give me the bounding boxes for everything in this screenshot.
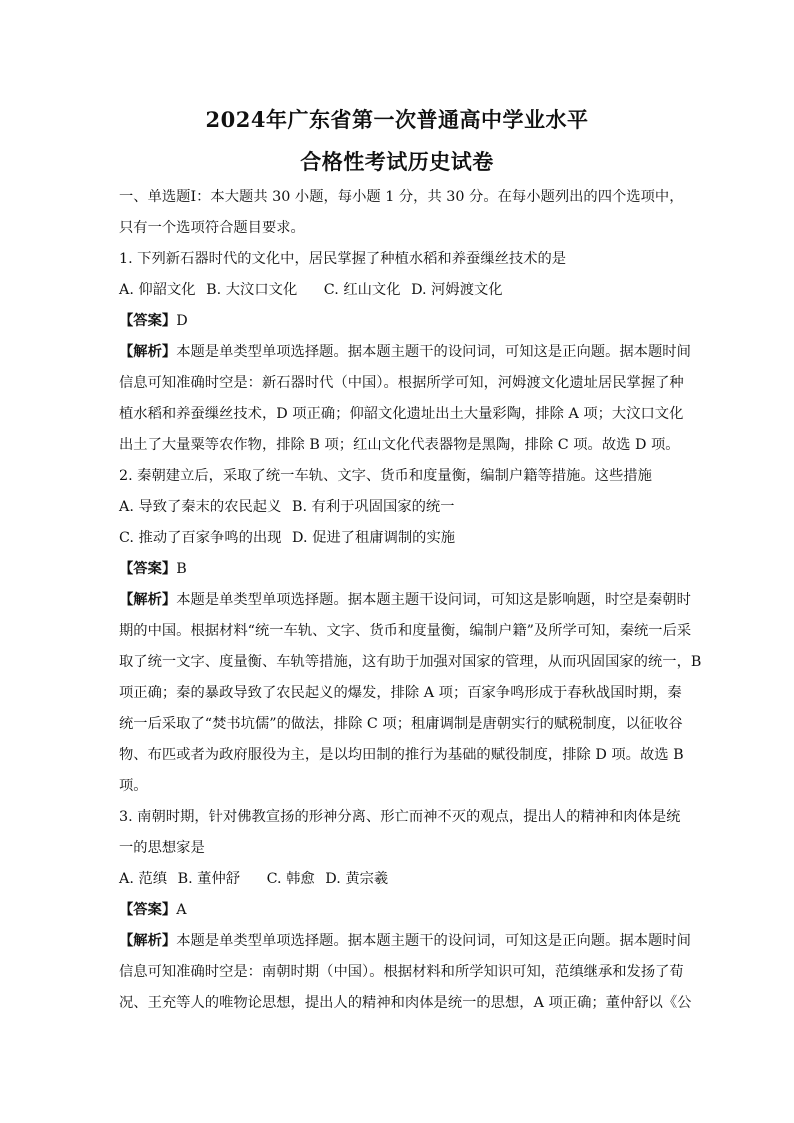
q3-analysis-text-1: 本题是单类型单项选择题。据本题主题干的设问词，可知这是正向题。据本题时间 [176, 933, 691, 949]
q1-analysis-line: 出土了大量粟等农作物，排除 B 项；红山文化代表器物是黑陶，排除 C 项。故选 D 项。 [119, 437, 680, 453]
q2-answer [119, 554, 679, 585]
q2-analysis-line: 项。 [119, 778, 148, 794]
q2-answer-label: 【答案】 [119, 561, 177, 577]
q1-option-a: A. 仰韶文化 [119, 282, 196, 298]
q3-analysis-line [119, 926, 691, 957]
exam-title-line-1: 2024年广东省第一次普通高中学业水平 [205, 107, 589, 132]
q2-analysis-line: 取了统一文字、度量衡、车轨等措施，这有助于加强对国家的管理，从而巩固国家的统一，B [119, 654, 702, 670]
q2-analysis-line: 期的中国。根据材料“统一车轨、文字、货币和度量衡，编制户籍”及所学可知，秦统一后采 [119, 623, 692, 639]
q2-analysis-line [119, 585, 691, 616]
section-instruction-line-1: 一、单选题Ⅰ：本大题共 30 小题，每小题 1 分，共 30 分。在每小题列出的四个选项中， [119, 189, 684, 205]
q3-option-b: B. 董仲舒 [177, 871, 241, 887]
q1-option-d: D. 河姆渡文化 [411, 282, 503, 298]
exam-title-line-2: 合格性考试历史试卷 [300, 149, 494, 174]
q3-option-d: D. 黄宗羲 [325, 871, 389, 887]
q3-option-a: A. 范缜 [119, 871, 168, 887]
q3-analysis-label: 【解析】 [119, 933, 177, 949]
q2-option-d: D. 促进了租庸调制的实施 [292, 530, 456, 546]
q2-option-b: B. 有利于巩固国家的统一 [291, 499, 455, 515]
q2-analysis-line: 物、布匹或者为政府服役为主，是以均田制的推行为基础的赋役制度，排除 D 项。故选 B [119, 747, 684, 763]
q3-options [119, 864, 679, 895]
q2-analysis-label: 【解析】 [119, 592, 177, 608]
q2-analysis-text-1: 本题是单类型单项选择题。据本题主题干设问词，可知这是影响题，时空是秦朝时 [176, 592, 691, 608]
exam-body [119, 182, 702, 1019]
q3-answer-label: 【答案】 [119, 902, 177, 918]
q1-option-c: C. 红山文化 [323, 282, 401, 298]
q2-option-a: A. 导致了秦末的农民起义 [119, 499, 282, 515]
q1-analysis-line: 植水稻和养蚕缫丝技术，D 项正确；仰韶文化遗址出土大量彩陶，排除 A 项；大汶口文化 [119, 406, 684, 422]
q2-answer-value: B [176, 561, 187, 577]
q1-options [119, 275, 679, 306]
q3-analysis-line: 信息可知准确时空是：南朝时期（中国）。根据材料和所学知识可知，范缜继承和发扬了荀 [119, 964, 684, 980]
q2-options-row-1 [119, 492, 679, 523]
q2-analysis-line: 项正确；秦的暴政导致了农民起义的爆发，排除 A 项；百家争鸣形成于春秋战国时期，秦 [119, 685, 682, 701]
q3-analysis-line: 况、王充等人的唯物论思想，提出人的精神和肉体是统一的思想，A 项正确；董仲舒以《公 [119, 995, 692, 1011]
q3-option-c: C. 韩愈 [266, 871, 315, 887]
q1-stem: 1. 下列新石器时代的文化中，居民掌握了种植水稻和养蚕缫丝技术的是 [119, 251, 567, 267]
q3-answer [119, 895, 679, 926]
section-instruction-line-2: 只有一个选项符合题目要求。 [119, 220, 305, 236]
q2-options-row-2 [119, 523, 679, 554]
q1-analysis-line [119, 337, 691, 368]
q1-analysis-line: 信息可知准确时空是：新石器时代（中国）。根据所学可知，河姆渡文化遗址居民掌握了种 [119, 375, 684, 391]
q3-stem-line-2: 一的思想家是 [119, 840, 205, 856]
q1-option-b: B. 大汶口文化 [206, 282, 298, 298]
q1-answer-label: 【答案】 [119, 313, 177, 329]
q2-stem: 2. 秦朝建立后，采取了统一车轨、文字、货币和度量衡，编制户籍等措施。这些措施 [119, 468, 652, 484]
q1-answer-value: D [176, 313, 188, 329]
q1-analysis-text-1: 本题是单类型单项选择题。据本题主题干的设问词，可知这是正向题。据本题时间 [176, 344, 691, 360]
q1-analysis-label: 【解析】 [119, 344, 177, 360]
q2-analysis-line: 统一后采取了“焚书坑儒”的做法，排除 C 项；租庸调制是唐朝实行的赋税制度，以征收谷 [119, 716, 683, 732]
q2-option-c: C. 推动了百家争鸣的出现 [119, 530, 282, 546]
q3-stem-line-1: 3. 南朝时期，针对佛教宣扬的形神分离、形亡而神不灭的观点，提出人的精神和肉体是统 [119, 809, 681, 825]
q3-answer-value: A [176, 902, 187, 918]
q1-answer [119, 306, 679, 337]
